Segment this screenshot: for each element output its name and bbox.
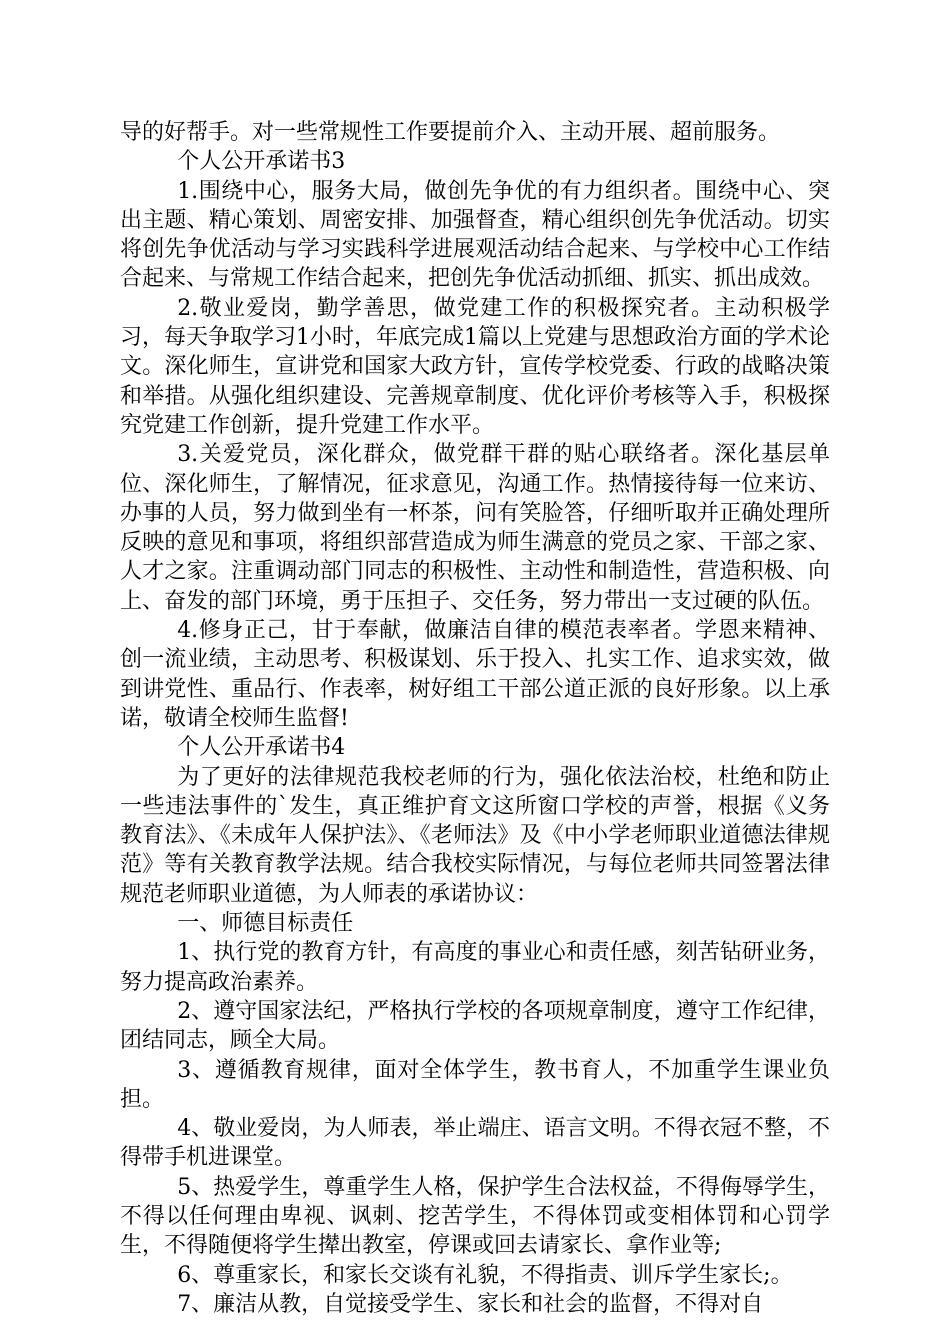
paragraph: 4.修身正己，甘于奉献，做廉洁自律的模范表率者。学恩来精神、创一流业绩，主动思考、积极谋划、乐于投入、扎实工作、追求实效，做到讲党性、重品行、作表率，树好组工干部公道正派的良好形象。以上承诺，敬请全校师生监督! bbox=[120, 618, 830, 731]
paragraph: 为了更好的法律规范我校老师的行为，强化依法治校，杜绝和防止一些违法事件的`发生，真正维护育文这所窗口学校的声誉，根据《义务教育法》、《未成年人保护法》、《老师法》及《中小学老师职业道德法律规范》等有关教育教学法规。结合我校实际情况，与每位老师共同签署法律规范老师职业道德，为人师表的承诺协议： bbox=[120, 764, 830, 907]
list-item: 6、尊重家长，和家长交谈有礼貌，不得指责、训斥学生家长;。 bbox=[177, 1262, 793, 1288]
paragraph: 3.关爱党员，深化群众，做党群干群的贴心联络者。深化基层单位、深化师生，了解情况，征求意见，沟通工作。热情接待每一位来访、办事的人员，努力做到坐有一杯茶，问有笑脸答，仔细听取并正确处理所反映的意见和事项，将组织部营造成为师生满意的党员之家、干部之家、人才之家。注重调动部门同志的积极性、主动性和制造性，营造积极、向上、奋发的部门环境，勇于压担子、交任务，努力带出一支过硬的队伍。 bbox=[120, 442, 830, 614]
list-item: 5、热爱学生，尊重学生人格，保护学生合法权益，不得侮辱学生，不得以任何理由卑视、讽刺、挖苦学生，不得体罚或变相体罚和心罚学生，不得随便将学生撵出教室，停课或回去请家长、拿作业等; bbox=[120, 1174, 830, 1259]
section-heading: 个人公开承诺书4 bbox=[177, 735, 346, 761]
list-item: 4、敬业爱岗，为人师表，举止端庄、语言文明。不得衣冠不整，不得带手机进课堂。 bbox=[120, 1116, 830, 1171]
paragraph: 2.敬业爱岗，勤学善思，做党建工作的积极探究者。主动积极学习，每天争取学习1小时，年底完成1篇以上党建与思想政治方面的学术论文。深化师生，宣讲党和国家大政方针，宣传学校党委、行政的战略决策和举措。从强化组织建设、完善规章制度、优化评价考核等入手，积极探究党建工作创新，提升党建工作水平。 bbox=[120, 295, 830, 438]
document-page bbox=[120, 118, 830, 1319]
list-item: 3、遵循教育规律，面对全体学生，教书育人，不加重学生课业负担。 bbox=[120, 1057, 830, 1112]
list-item: 1、执行党的教育方针，有高度的事业心和责任感，刻苦钻研业务，努力提高政治素养。 bbox=[120, 940, 830, 995]
paragraph: 1.围绕中心，服务大局，做创先争优的有力组织者。围绕中心、突出主题、精心策划、周密安排、加强督查，精心组织创先争优活动。切实将创先争优活动与学习实践科学进展观活动结合起来、与学校中心工作结合起来、与常规工作结合起来，把创先争优活动抓细、抓实、抓出成效。 bbox=[120, 178, 830, 292]
subsection-heading: 一、师德目标责任 bbox=[177, 911, 354, 937]
section-heading: 个人公开承诺书3 bbox=[177, 149, 346, 175]
list-item: 7、廉洁从教，自觉接受学生、家长和社会的监督，不得对自 bbox=[177, 1291, 764, 1317]
paragraph-continuation: 导的好帮手。对一些常规性工作要提前介入、主动开展、超前服务。 bbox=[120, 120, 781, 145]
list-item: 2、遵守国家法纪，严格执行学校的各项规章制度，遵守工作纪律，团结同志，顾全大局。 bbox=[120, 998, 830, 1054]
